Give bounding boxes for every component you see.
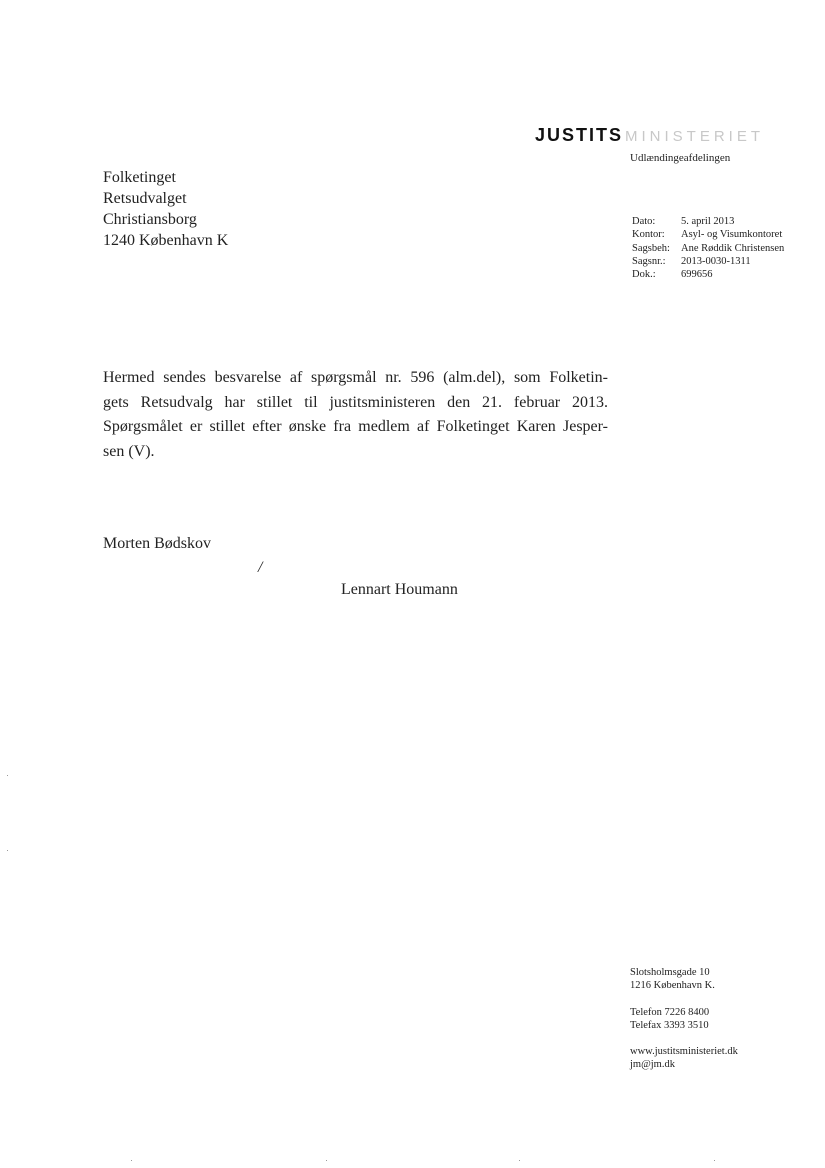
letter-body [103,366,608,464]
ministry-logo [535,126,764,145]
recipient-line: Christiansborg [103,211,197,228]
meta-label: Sagsbeh: [632,242,670,254]
body-line: Spørgsmålet er stillet efter ønske fra medlem af Folketinget Karen Jesper- [103,418,608,435]
scan-speck [131,1160,132,1161]
meta-value: Asyl- og Visumkontoret [681,229,783,241]
recipient-line: Folketinget [103,169,176,186]
meta-label: Dato: [632,216,656,227]
footer-address-line: 1216 København K. [630,980,715,992]
meta-value: Ane Røddik Christensen [681,242,785,254]
meta-label: Dok.: [632,269,656,281]
scan-speck [326,1160,327,1161]
scan-speck [7,775,8,776]
footer-phone: Telefon 7226 8400 [630,1006,710,1018]
body-line: gets Retsudvalg har stillet til justitsministeren den 21. februar 2013. [103,393,608,411]
case-metadata [632,215,784,281]
signature-second-name: Lennart Houmann [341,581,458,598]
meta-value: 2013-0030-1311 [681,255,751,267]
meta-row-case-number [632,255,784,268]
meta-value: 699656 [681,269,713,281]
department-name: Udlændingeafdelingen [630,152,731,164]
body-line: sen (V). [103,442,155,460]
meta-label: Kontor: [632,229,665,241]
meta-value: 5. april 2013 [681,216,735,227]
meta-label: Sagsnr.: [632,255,666,267]
logo-justits-text: JUSTITS [535,125,624,145]
signature-slash: / [258,559,263,576]
scan-speck [714,1160,715,1161]
footer-email: jm@jm.dk [630,1059,675,1071]
scan-speck [7,850,8,851]
body-line: Hermed sendes besvarelse af spørgsmål nr. 596 (alm.del), som Folketin- [103,369,608,386]
recipient-line: 1240 København K [103,232,229,249]
meta-row-document [632,268,784,281]
signature-name: Morten Bødskov [103,535,211,552]
meta-row-date [632,215,784,228]
meta-row-caseworker [632,242,784,255]
footer-website: www.justitsministeriet.dk [630,1046,738,1058]
footer-fax: Telefax 3393 3510 [630,1019,709,1031]
logo-ministeriet-text: MINISTERIET [625,128,765,145]
footer-address-line: Slotsholmsgade 10 [630,967,710,978]
scan-speck [519,1160,520,1161]
recipient-address [103,167,228,251]
recipient-line: Retsudvalget [103,190,187,207]
meta-row-office [632,228,784,241]
footer-contact [630,966,738,1072]
